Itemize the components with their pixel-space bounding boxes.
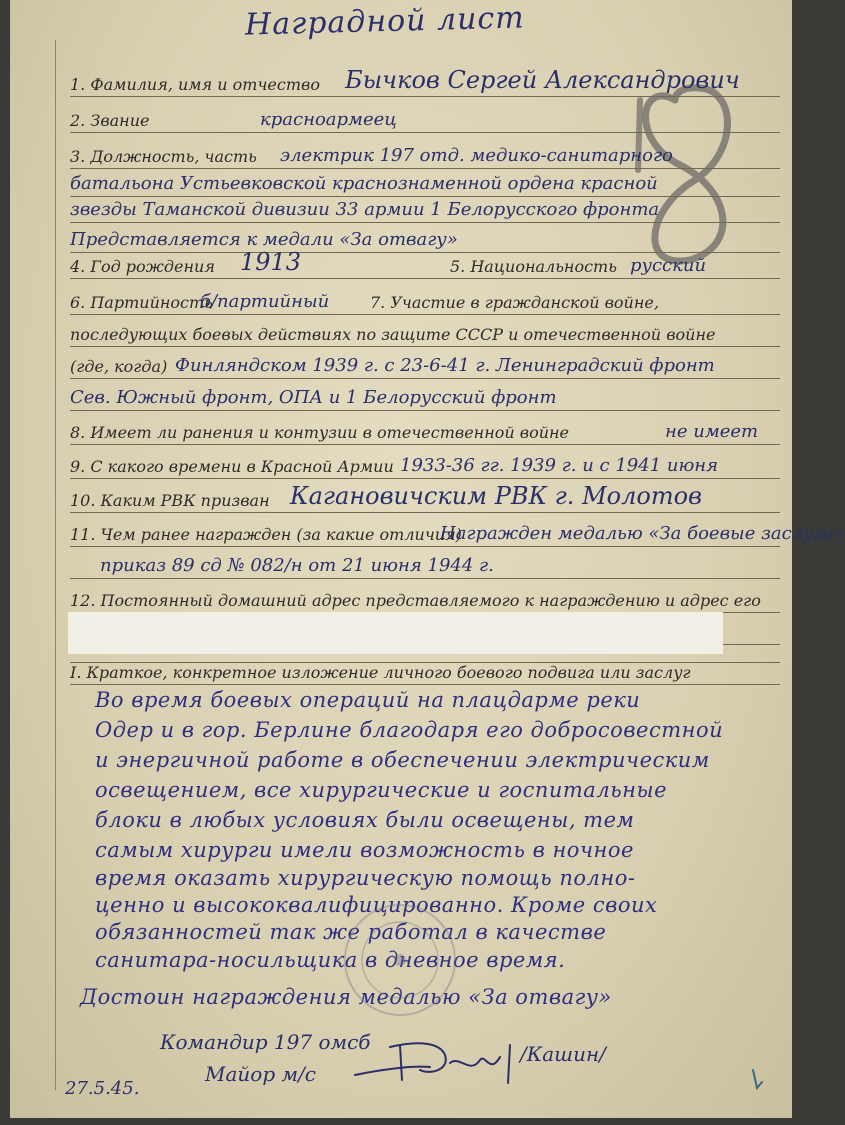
rank-line: Майор м/с — [205, 1062, 317, 1086]
field-value-position-cont: батальона Устьевковской краснознаменной ордена красной — [70, 173, 658, 194]
field-label: последующих боевых действиях по защите СССР и отечественной войне — [70, 325, 716, 344]
field-label: 9. С какого времени в Красной Армии — [70, 457, 394, 476]
field-label: 12. Постоянный домашний адрес представляемого к награждению и адрес его — [70, 591, 761, 610]
field-row-6 — [70, 280, 780, 315]
field-row-6b — [70, 312, 780, 347]
narrative-line: ценно и высококвалифицированно. Кроме своих — [95, 893, 658, 917]
field-row-4 — [70, 244, 780, 279]
signature-role: /Кашин/ — [520, 1042, 606, 1066]
field-row-1 — [70, 62, 780, 97]
field-label: 11. Чем ранее награжден (за какие отличия) — [70, 525, 462, 544]
narrative-line: Одер и в гор. Берлине благодаря его добросовестной — [95, 718, 724, 742]
field-label: I. Краткое, конкретное изложение личного боевого подвига или заслуг — [70, 663, 691, 682]
round-stamp — [340, 900, 460, 1020]
narrative-line: санитара-носильщика в дневное время. — [95, 948, 566, 972]
field-value-prior-award-order: приказ 89 сд № 082/н от 21 июня 1944 г. — [100, 555, 494, 576]
field-value-award-requested: Представляется к медали «За отвагу» — [70, 229, 458, 250]
field-row-6c — [70, 344, 780, 379]
field-label: 4. Год рождения — [70, 257, 215, 276]
redacted-address — [68, 612, 723, 654]
field-row-12 — [70, 578, 780, 613]
field-value-nationality: русский — [630, 255, 707, 276]
field-value-service-cont: Сев. Южный фронт, ОПА и 1 Белорусский фронт — [70, 387, 557, 408]
field-value-conscription: Кагановичским РВК г. Молотов — [290, 482, 702, 510]
narrative-line: освещением, все хирургические и госпитальные — [95, 778, 667, 802]
field-value-party: б/партийный — [200, 291, 330, 312]
field-label: 2. Звание — [70, 111, 150, 130]
field-value-birth-year: 1913 — [240, 248, 302, 276]
field-row-9 — [70, 444, 780, 479]
field-value-name: Бычков Сергей Александрович — [345, 66, 740, 94]
field-row-11b — [70, 544, 780, 579]
field-value-rank: красноармеец — [260, 109, 397, 130]
field-row-11 — [70, 512, 845, 547]
narrative-line: время оказать хирургическую помощь полно- — [95, 866, 636, 890]
field-label: 3. Должность, часть — [70, 147, 257, 166]
field-value-position: электрик 197 отд. медико-санитарного — [280, 145, 673, 166]
field-row-10 — [70, 478, 780, 513]
field-label: 10. Каким РВК призван — [70, 491, 270, 510]
narrative-line: и энергичной работе в обеспечении электрическим — [95, 748, 710, 772]
ink-tick-mark — [750, 1068, 764, 1092]
field-value-service: Финляндском 1939 г. с 23-6-41 г. Ленинградский фронт — [175, 355, 715, 376]
narrative-line: блоки в любых условиях были освещены, тем — [95, 808, 635, 832]
field-label: 8. Имеет ли ранения и контузии в отечественной войне — [70, 423, 570, 442]
narrative-line: самым хирурги имели возможность в ночное — [95, 838, 634, 862]
commander-line: Командир 197 омсб — [160, 1030, 371, 1054]
field-row-section-1 — [70, 650, 780, 685]
margin-rule — [55, 40, 56, 1090]
field-value-army-since: 1933-36 гг. 1939 г. и с 1941 июня — [400, 455, 719, 476]
field-row-8 — [70, 410, 780, 445]
narrative-line: обязанностей так же работал в качестве — [95, 920, 607, 944]
field-label: 7. Участие в гражданской войне, — [370, 293, 659, 312]
field-value-position-cont: звезды Таманской дивизии 33 армии 1 Белорусского фронта — [70, 199, 660, 220]
field-value-prior-award: Награжден медалью «За боевые заслуги» — [440, 523, 845, 544]
field-value-wounds: не имеет — [665, 421, 759, 442]
field-label: 6. Партийность — [70, 293, 213, 312]
field-row-2 — [70, 98, 780, 133]
document-title: Наградной лист — [244, 0, 526, 43]
award-sheet — [10, 0, 845, 1118]
field-label: (где, когда) — [70, 357, 168, 376]
field-label: 5. Национальность — [450, 257, 617, 276]
field-label: 1. Фамилия, имя и отчество — [70, 75, 320, 94]
field-row-6d — [70, 376, 780, 411]
document-date: 27.5.45. — [65, 1078, 140, 1099]
narrative-line: Во время боевых операций на плацдарме реки — [95, 688, 641, 712]
narrative-conclusion: Достоин награждения медалью «За отвагу» — [80, 985, 612, 1009]
